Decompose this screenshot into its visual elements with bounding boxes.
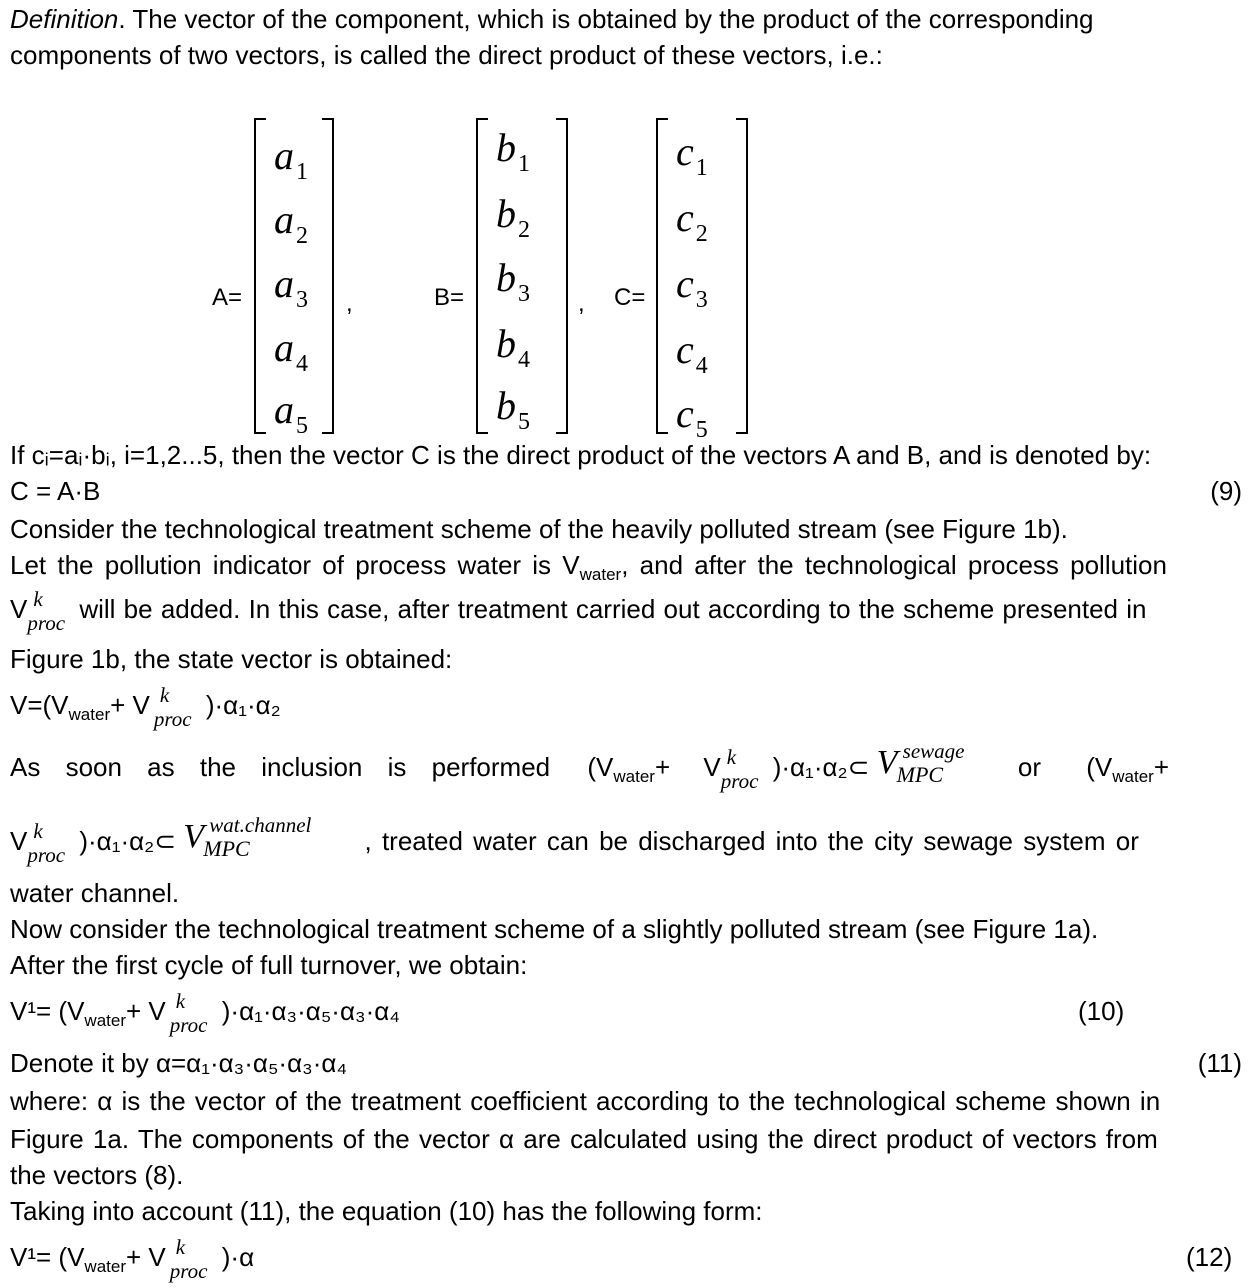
- paragraph-added: V k proc will be added. In this case, after treatment carried out according to the scheme presented in: [10, 587, 1147, 635]
- matrix-entry: $b_4$: [496, 321, 530, 373]
- matrix-entry: $b_1$: [496, 125, 530, 177]
- equation-12: $V^1= (V_{water}+ V$ k proc )·α: [10, 1235, 255, 1283]
- definition-text: . The vector of the component, which is obtained by the product of the corresponding: [118, 4, 1094, 34]
- matrix-entry: $a_3$: [274, 261, 308, 313]
- matrix-entry: $b_2$: [496, 191, 530, 243]
- paragraph-after-first: After the first cycle of full turnover, we obtain:: [10, 950, 528, 980]
- v-proc-superscript: k proc: [169, 989, 208, 1037]
- bracket-right: [322, 118, 334, 434]
- definition-line-1: [10, 2, 1242, 36]
- equation-9-number: (9): [1210, 476, 1242, 506]
- bracket-left: [656, 118, 668, 434]
- paragraph-vectors-8: the vectors (8).: [10, 1160, 184, 1190]
- paragraph-consider-heavy: Consider the technological treatment scheme of the heavily polluted stream (see Figure 1b).: [10, 514, 1068, 544]
- paragraph-fig1b: Figure 1b, the state vector is obtained:: [10, 644, 453, 674]
- equation-10: $V^1= (V_{water}+ V$ k proc )·α₁·α₃·α₅·α₃·α₄: [10, 989, 400, 1037]
- v-proc-superscript: k proc: [720, 745, 759, 793]
- matrix-entry: $c_5$: [676, 391, 708, 443]
- matrix-b-label: B=: [434, 284, 465, 311]
- matrix-b: [476, 118, 568, 435]
- bracket-left: [254, 118, 266, 434]
- paragraph-consider-slight: Now consider the technological treatment scheme of a slightly polluted stream (see Figure 1a).: [10, 914, 1099, 944]
- paragraph-where: where: α is the vector of the treatment coefficient according to the technological scheme shown in: [10, 1086, 1161, 1116]
- paragraph-taking: Taking into account (11), the equation (10) has the following form:: [10, 1196, 763, 1226]
- v-proc-superscript: k proc: [153, 683, 192, 731]
- v-proc-superscript: k proc: [27, 587, 66, 635]
- matrix-c-label: C=: [614, 284, 646, 311]
- definition-line-2: components of two vectors, is called the direct product of these vectors, i.e.:: [10, 40, 883, 70]
- equation-11-body: Denote it by α=α₁·α₃·α₅·α₃·α₄: [10, 1048, 348, 1078]
- paragraph-let: Let the pollution indicator of process water is $V_{water}$, and after the technological process pollution: [10, 550, 1167, 584]
- equation-9-body: C = A·B: [10, 476, 101, 506]
- v-proc-superscript: k proc: [27, 819, 66, 867]
- matrix-entry: $a_5$: [274, 387, 308, 439]
- matrix-entry: $c_1$: [676, 129, 708, 181]
- matrix-entry: $c_4$: [676, 327, 708, 379]
- state-vector-equation: $V=(V_{water}+ V$ k proc )·α₁·α₂: [10, 683, 281, 731]
- matrix-entry: $a_2$: [274, 197, 308, 249]
- paragraph-treated: V k proc )·α₁·α₂⊂ V wat.channel MPC , treated water can be discharged into the city sewage system or: [10, 813, 1139, 867]
- v-mpc-sewage: V sewage MPC: [876, 739, 965, 787]
- bracket-right: [736, 118, 748, 434]
- v-mpc-channel: V wat.channel MPC: [183, 813, 312, 861]
- bracket-left: [476, 118, 488, 434]
- bracket-right: [556, 118, 568, 434]
- matrix-entry: $c_3$: [676, 261, 708, 313]
- paragraph-water-channel: water channel.: [10, 878, 180, 908]
- definition-term: Definition: [10, 4, 119, 34]
- equation-11: [10, 1046, 1242, 1080]
- matrix-separator: ,: [578, 290, 585, 317]
- paragraph-inclusion: As soon as the inclusion is performed ($V_{water}+ V$ k proc )·α₁·α₂⊂ V sewage MPC or ($V_{water}+$: [10, 739, 1169, 793]
- paragraph-fig1a: Figure 1a. The components of the vector α are calculated using the direct product of vectors from: [10, 1124, 1158, 1154]
- matrix-a: [254, 118, 334, 439]
- matrix-entry: $b_3$: [496, 255, 530, 307]
- matrix-entry: $a_1$: [274, 133, 308, 185]
- matrix-entry: $c_2$: [676, 195, 708, 247]
- equation-12-number: (12): [1186, 1242, 1233, 1272]
- matrix-c: [656, 118, 748, 443]
- v-proc-superscript: k proc: [169, 1235, 208, 1283]
- matrix-a-label: A=: [212, 284, 243, 311]
- equation-11-number: (11): [1197, 1048, 1242, 1078]
- matrix-entry: $b_5$: [496, 383, 530, 435]
- equation-9: [10, 474, 1242, 508]
- direct-product-condition: If cᵢ=aᵢ·bᵢ, i=1,2...5, then the vector C is the direct product of the vectors A and B, and is denoted by:: [10, 440, 1152, 470]
- matrix-entry: $a_4$: [274, 325, 308, 377]
- equation-10-number: (10): [1078, 996, 1125, 1026]
- matrix-separator: ,: [346, 290, 353, 317]
